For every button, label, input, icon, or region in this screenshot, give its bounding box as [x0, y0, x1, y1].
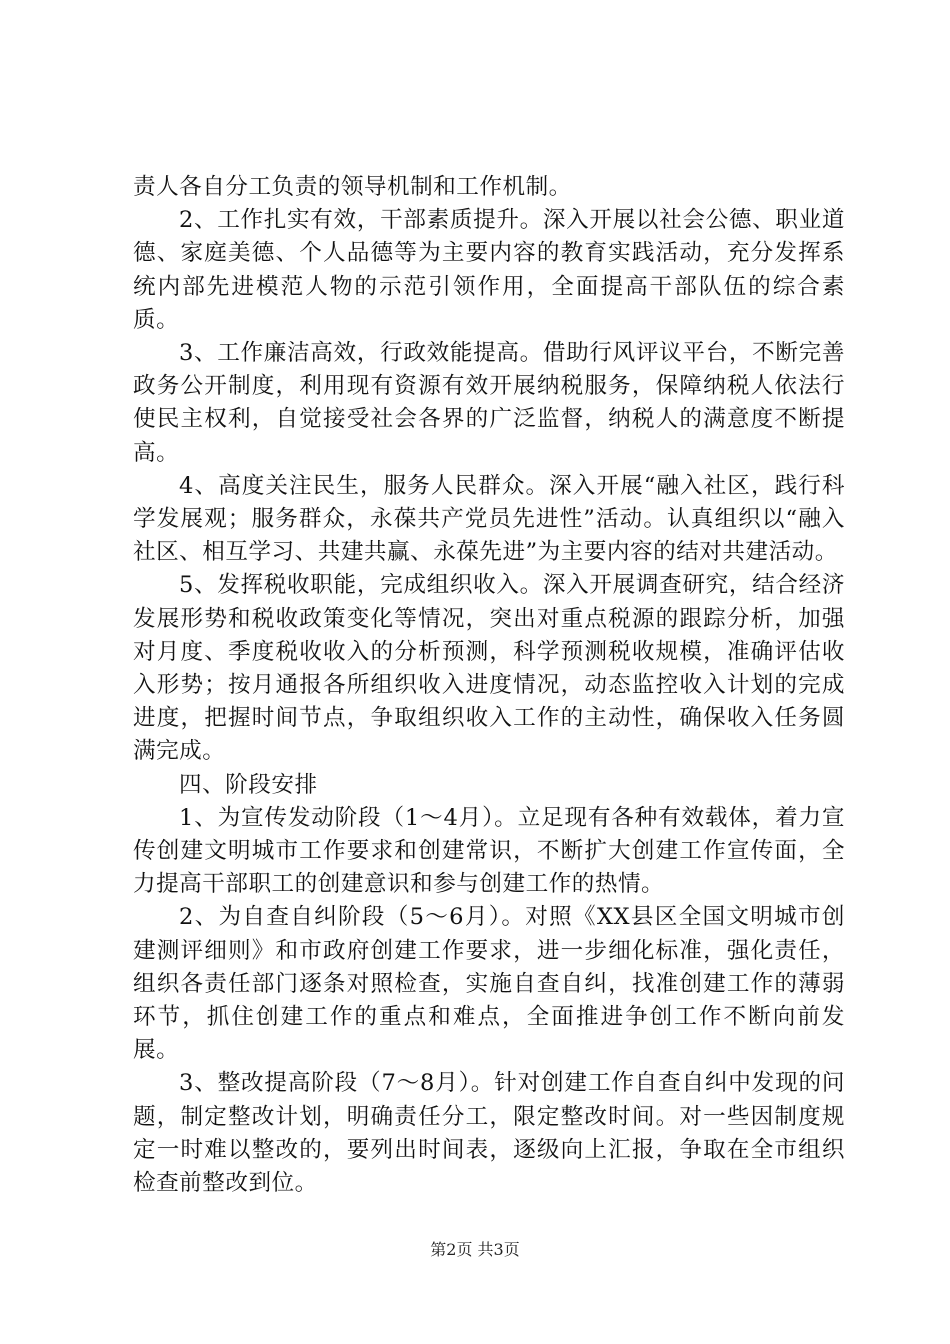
paragraph-item-2: 2、工作扎实有效，干部素质提升。深入开展以社会公德、职业道德、家庭美德、个人品德等为主要内容的教育实践活动，充分发挥系统内部先进模范人物的示范引领作用，全面提高干部队伍的综合素质。 — [133, 207, 845, 333]
paragraph-stage-2: 2、为自查自纠阶段（5～6月）。对照《XX县区全国文明城市创建测评细则》和市政府创建工作要求，进一步细化标准，强化责任，组织各责任部门逐条对照检查，实施自查自纠，找准创建工作的薄弱环节，抓住创建工作的重点和难点，全面推进争创工作不断向前发展。 — [133, 904, 845, 1064]
paragraph-continuation: 责人各自分工负责的领导机制和工作机制。 — [133, 174, 572, 200]
paragraph-item-5: 5、发挥税收职能，完成组织收入。深入开展调查研究，结合经济发展形势和税收政策变化等情况，突出对重点税源的跟踪分析，加强对月度、季度税收收入的分析预测，科学预测税收规模，准确评估收入形势；按月通报各所组织收入进度情况，动态监控收入计划的完成进度，把握时间节点，争取组织收入工作的主动性，确保收入任务圆满完成。 — [133, 572, 845, 765]
document-body — [133, 171, 845, 1200]
section-heading-stages: 四、阶段安排 — [179, 771, 318, 798]
paragraph-stage-3: 3、整改提高阶段（7～8月）。针对创建工作自查自纠中发现的问题，制定整改计划，明确责任分工，限定整改时间。对一些因制度规定一时难以整改的，要列出时间表，逐级向上汇报，争取在全市组织检查前整改到位。 — [133, 1070, 845, 1197]
paragraph-item-3: 3、工作廉洁高效，行政效能提高。借助行风评议平台，不断完善政务公开制度，利用现有资源有效开展纳税服务，保障纳税人依法行使民主权利，自觉接受社会各界的广泛监督，纳税人的满意度不断提高。 — [133, 340, 845, 466]
paragraph-item-4: 4、高度关注民生，服务人民群众。深入开展“融入社区，践行科学发展观；服务群众，永葆共产党员先进性”活动。认真组织以“融入社区、相互学习、共建共赢、永葆先进”为主要内容的结对共建活动。 — [133, 472, 845, 566]
paragraph-stage-1: 1、为宣传发动阶段（1～4月）。立足现有各种有效载体，着力宣传创建文明城市工作要求和创建常识，不断扩大创建工作宣传面，全力提高干部职工的创建意识和参与创建工作的热情。 — [133, 804, 845, 898]
page-number-footer: 第2页 共3页 — [430, 1240, 520, 1259]
